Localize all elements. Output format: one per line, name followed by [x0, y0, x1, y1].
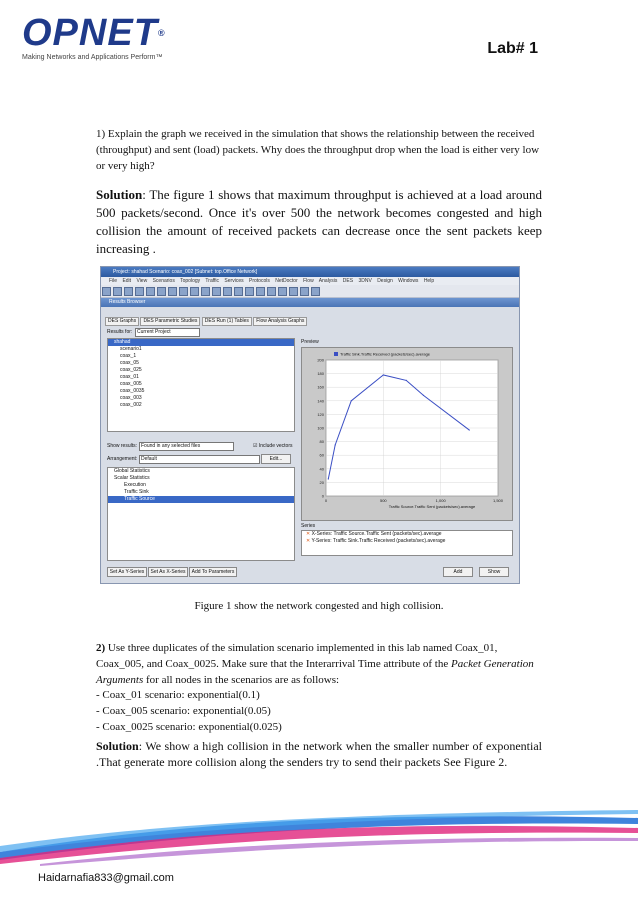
- scenario-item: - Coax_01 scenario: exponential(0.1): [96, 689, 260, 701]
- series-list: [301, 530, 513, 556]
- tab-des-run-tables[interactable]: DES Run (1) Tables: [202, 317, 252, 326]
- opnet-screenshot: [100, 266, 520, 584]
- results-for-label: Results for:: [107, 329, 133, 335]
- tree-item[interactable]: coax_0035: [120, 388, 145, 394]
- x-tick-label: 1,000: [435, 498, 446, 503]
- footer-wave: [0, 800, 638, 870]
- show-results-label: Show results:: [107, 443, 138, 449]
- solution-2-label: Solution: [96, 739, 139, 753]
- menu-bar: File Edit View Scenarios Topology Traffic Services Protocols NetDoctor Flow Analysis DES 3DNV Design Windows Help: [101, 277, 519, 285]
- y-tick-label: 100: [317, 425, 324, 431]
- x-tick-label: 0: [324, 498, 328, 503]
- tree-item[interactable]: coax_1: [120, 353, 137, 359]
- results-for-select[interactable]: Current Project: [135, 328, 200, 337]
- tab-des-graphs[interactable]: DES Graphs: [105, 317, 139, 326]
- tree-item[interactable]: coax_002: [120, 402, 142, 408]
- solution-2: [96, 738, 542, 770]
- preview-label: Preview: [301, 339, 319, 345]
- throughput-chart: [302, 348, 512, 520]
- series-row-y-text: Y-Series: Traffic Sink.Traffic Received (packets/sec).average: [311, 538, 446, 544]
- add-button[interactable]: Add: [443, 567, 473, 577]
- logo-tagline: Making Networks and Applications Perform™: [22, 54, 163, 61]
- data-point: [335, 444, 336, 445]
- arrangement-label: Arrangement:: [107, 456, 138, 462]
- legend-swatch: [334, 352, 338, 356]
- show-results-select[interactable]: Found in any selected files: [139, 442, 234, 451]
- logo-text: OPNET: [22, 12, 158, 54]
- window-title: Project: shahad Scenario: coax_002 [Subnet: top.Office Network]: [101, 267, 519, 277]
- opnet-logo: OPNET® Making Networks and Applications Perform™: [22, 14, 182, 66]
- y-tick-label: 160: [317, 384, 324, 390]
- question-2-text-b: for all nodes in the scenarios are as follows:: [143, 674, 340, 686]
- series-row-y[interactable]: ✕ Y-Series: Traffic Sink.Traffic Received (packets/sec).average: [306, 538, 446, 544]
- set-x-series-button[interactable]: Set As X-Series: [148, 567, 188, 577]
- set-y-series-button[interactable]: Set As Y-Series: [107, 567, 147, 577]
- solution-2-text: : We show a high collision in the network when the smaller number of exponential .That generate more collision along the senders try to send their packets See Figure 2.: [96, 739, 542, 769]
- data-point: [423, 395, 424, 396]
- data-point: [469, 429, 470, 430]
- stats-item[interactable]: Traffic Source: [108, 496, 294, 503]
- include-vectors-label: Include vectors: [258, 443, 293, 449]
- series-label: Series: [301, 523, 316, 529]
- tab-des-parametric[interactable]: DES Parametric Studies: [140, 317, 200, 326]
- stats-item[interactable]: Execution: [124, 482, 146, 488]
- lab-title: Lab# 1: [487, 40, 538, 57]
- y-tick-label: 80: [319, 439, 324, 445]
- y-tick-label: 60: [319, 452, 324, 458]
- tree-item[interactable]: scenario1: [120, 346, 142, 352]
- question-2-italic: Packet Generation Arguments: [96, 658, 534, 686]
- add-to-parameters-button[interactable]: Add To Parameters: [189, 567, 237, 577]
- y-tick-label: 0: [321, 493, 324, 499]
- results-browser-title: Results Browser: [101, 298, 519, 307]
- question-2-lead: 2): [96, 642, 106, 654]
- scenario-item: - Coax_0025 scenario: exponential(0.025): [96, 721, 282, 733]
- question-2-text-a: Use three duplicates of the simulation scenario implemented in this lab named Coax_01, Coax_005, and Coax_0025. Make sure that the Interarrival Time attribute of the: [96, 642, 498, 670]
- question-2: [96, 640, 542, 688]
- stats-item[interactable]: Scalar Statistics: [114, 475, 150, 481]
- scenario-item: - Coax_005 scenario: exponential(0.05): [96, 705, 271, 717]
- show-button[interactable]: Show: [479, 567, 509, 577]
- stats-item[interactable]: Traffic Sink: [124, 489, 149, 495]
- arrangement-select[interactable]: Default: [139, 455, 260, 464]
- legend-entry: Traffic Sink.Traffic Received (packets/sec).average: [340, 351, 431, 357]
- results-tabs: [105, 317, 307, 325]
- data-point: [383, 374, 384, 375]
- y-tick-label: 140: [317, 398, 324, 404]
- series-row-x-text: X-Series: Traffic Source.Traffic Sent (packets/sec).average: [311, 531, 442, 537]
- scenario-tree: [107, 338, 295, 432]
- data-point: [351, 400, 352, 401]
- tree-item[interactable]: coax_003: [120, 395, 142, 401]
- tree-item[interactable]: coax_025: [120, 367, 142, 373]
- tree-item[interactable]: coax_05: [120, 360, 139, 366]
- tree-item[interactable]: coax_005: [120, 381, 142, 387]
- y-tick-label: 120: [317, 411, 324, 417]
- stats-item[interactable]: Global Statistics: [114, 468, 150, 474]
- preview-panel: [301, 347, 513, 521]
- data-point: [328, 478, 329, 479]
- tab-flow-analysis[interactable]: Flow Analysis Graphs: [253, 317, 307, 326]
- y-tick-label: 180: [317, 371, 324, 377]
- edit-button[interactable]: Edit...: [261, 454, 291, 464]
- y-tick-label: 20: [319, 479, 324, 485]
- x-axis-label: Traffic Source.Traffic Sent (packets/sec).average: [388, 504, 476, 509]
- solution-1-label: Solution: [96, 187, 143, 202]
- toolbar: [101, 285, 519, 298]
- x-tick-label: 500: [379, 498, 387, 503]
- series-row-x[interactable]: ✕ X-Series: Traffic Source.Traffic Sent (packets/sec).average: [306, 531, 442, 537]
- question-1: 1) Explain the graph we received in the simulation that shows the relationship between the received (throughput) and sent (load) packets. Why does the throughput drop when the load is either very low or very high?: [96, 128, 540, 172]
- include-vectors-checkbox[interactable]: ☑ Include vectors: [253, 443, 293, 449]
- author-email: Haidarnafia833@gmail.com: [38, 872, 174, 884]
- y-tick-label: 200: [317, 357, 324, 363]
- figure-caption: Figure 1 show the network congested and high collision.: [194, 600, 444, 612]
- x-tick-label: 1,500: [492, 498, 504, 503]
- statistics-tree: [107, 467, 295, 561]
- data-point: [406, 380, 407, 381]
- y-tick-label: 40: [319, 466, 324, 472]
- tree-item[interactable]: coax_01: [120, 374, 139, 380]
- scenario-list: [96, 687, 542, 735]
- solution-1: [96, 186, 542, 258]
- solution-1-text: : The figure 1 shows that maximum throughput is achieved at a load around 500 packets/second. Once it's over 500 the network becomes congested and high collision the amount of received packets can decrease once the sent packets keep increasing .: [96, 187, 542, 256]
- tree-item[interactable]: shahad: [108, 339, 294, 346]
